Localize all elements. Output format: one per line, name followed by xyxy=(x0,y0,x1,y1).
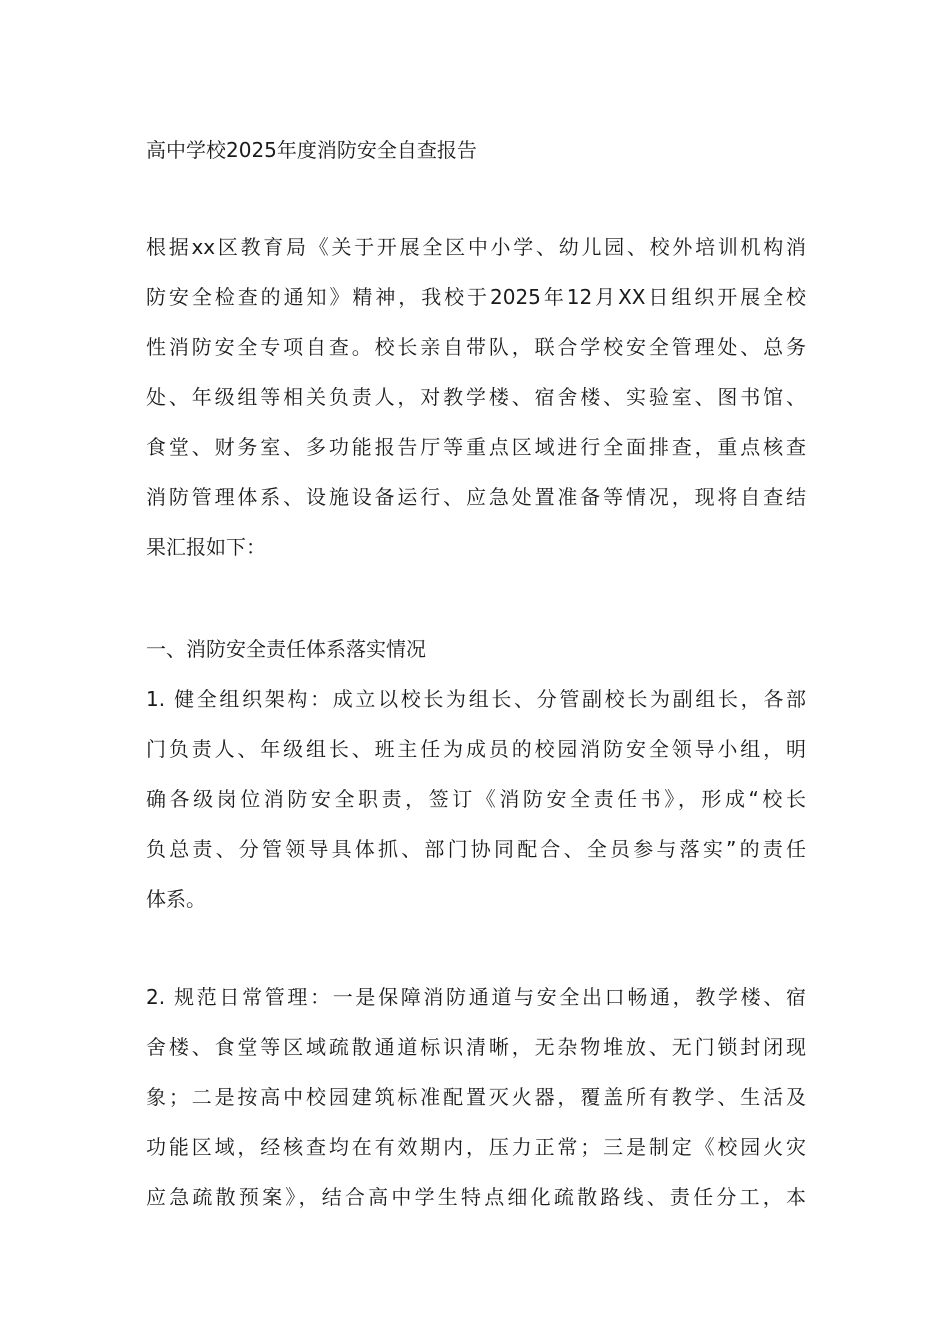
text-line: 2. 规范日常管理：一是保障消防通道与安全出口畅通，教学楼、宿 xyxy=(146,985,806,1009)
text-line: 果汇报如下： xyxy=(146,535,266,559)
section-heading: 一、消防安全责任体系落实情况 xyxy=(146,637,426,661)
item-1-paragraph xyxy=(146,674,806,924)
text-line: 体系。 xyxy=(146,887,206,911)
text-line: 处、年级组等相关负责人，对教学楼、宿舍楼、实验室、图书馆、 xyxy=(146,385,806,409)
text-line: 防安全检查的通知》精神，我校于2025年12月XX日组织开展全校 xyxy=(146,285,806,309)
text-line: 1. 健全组织架构：成立以校长为组长、分管副校长为副组长，各部 xyxy=(146,687,806,711)
text-line: 象；二是按高中校园建筑标准配置灭火器，覆盖所有教学、生活及 xyxy=(146,1085,806,1109)
text-line: 确各级岗位消防安全职责，签订《消防安全责任书》，形成“校长 xyxy=(146,787,806,811)
text-line: 负总责、分管领导具体抓、部门协同配合、全员参与落实”的责任 xyxy=(146,837,806,861)
item-2-paragraph xyxy=(146,972,806,1222)
text-line: 舍楼、食堂等区域疏散通道标识清晰，无杂物堆放、无门锁封闭现 xyxy=(146,1035,806,1059)
text-line: 应急疏散预案》，结合高中学生特点细化疏散路线、责任分工，本 xyxy=(146,1185,806,1209)
text-line: 性消防安全专项自查。校长亲自带队，联合学校安全管理处、总务 xyxy=(146,335,806,359)
text-line: 门负责人、年级组长、班主任为成员的校园消防安全领导小组，明 xyxy=(146,737,806,761)
intro-paragraph xyxy=(146,222,806,572)
text-line: 根据xx区教育局《关于开展全区中小学、幼儿园、校外培训机构消 xyxy=(146,235,806,259)
text-line: 食堂、财务室、多功能报告厅等重点区域进行全面排查，重点核查 xyxy=(146,435,806,459)
document-title: 高中学校2025年度消防安全自查报告 xyxy=(146,138,477,162)
text-line: 消防管理体系、设施设备运行、应急处置准备等情况，现将自查结 xyxy=(146,485,806,509)
text-line: 功能区域，经核查均在有效期内，压力正常；三是制定《校园火灾 xyxy=(146,1135,806,1159)
